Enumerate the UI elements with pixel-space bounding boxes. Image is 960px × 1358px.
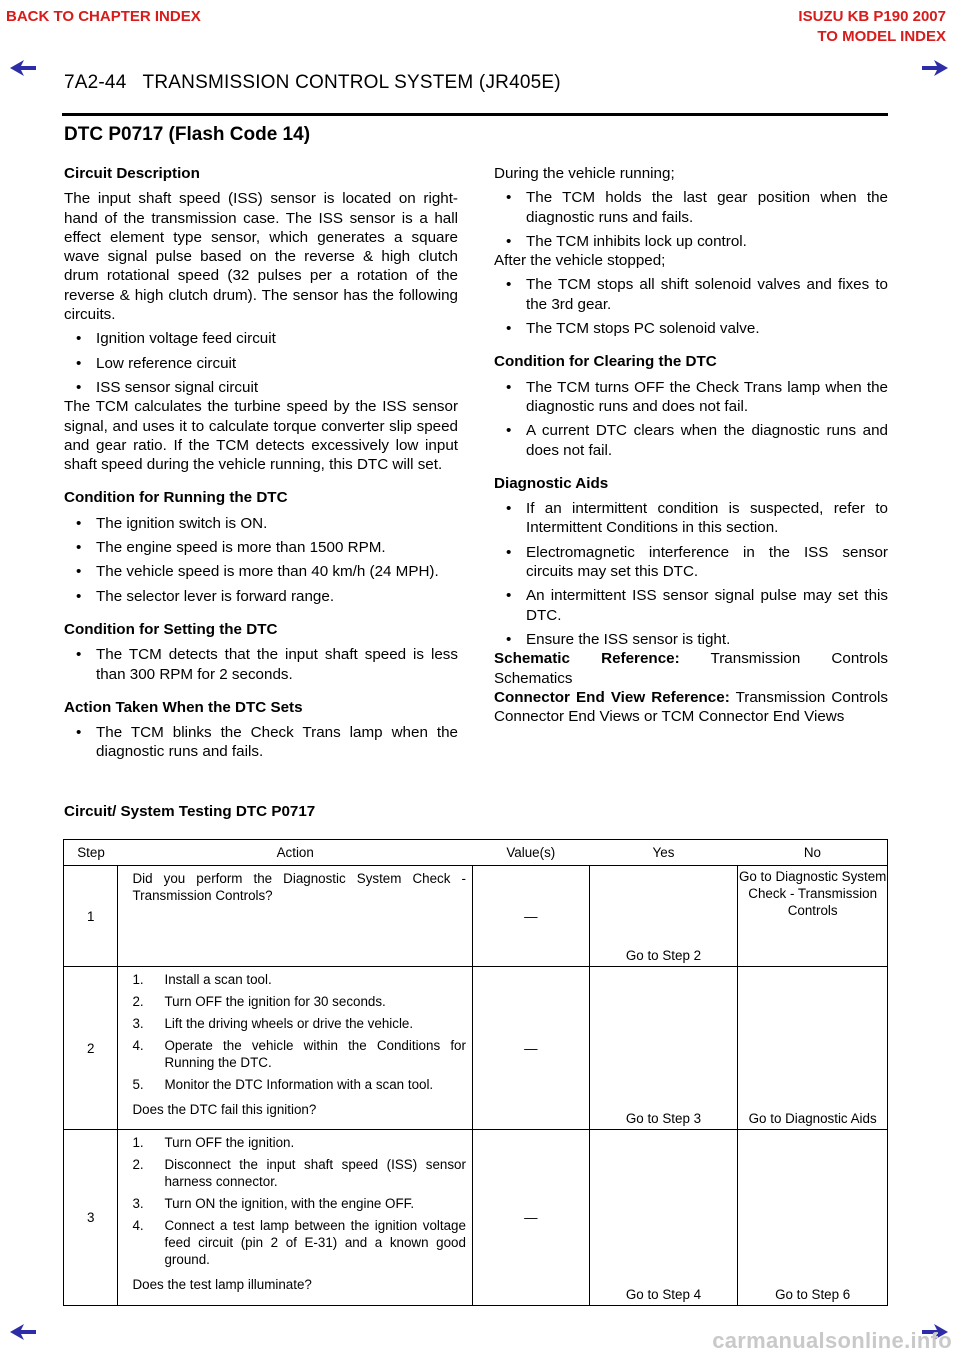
header-step: Step: [64, 840, 118, 866]
arrow-right-icon[interactable]: [920, 58, 950, 78]
list-item: 2. Disconnect the input shaft speed (ISS) sensor harness connector.: [132, 1156, 465, 1190]
left-column: [64, 160, 458, 767]
step-number: 2: [64, 967, 118, 1130]
tcm-description-text: The TCM calculates the turbine speed by the ISS sensor signal, and uses it to calculate torque converter slip speed and gear ratio. If the TCM detects excessively low input shaft speed during the vehicle running, this DTC will set.: [64, 398, 458, 474]
step-number: 3: [64, 1130, 118, 1306]
step-no[interactable]: Go to Step 6: [738, 1130, 888, 1306]
page-header: 7A2-44 TRANSMISSION CONTROL SYSTEM (JR405E): [64, 72, 561, 93]
action-list: [132, 971, 465, 1093]
step-yes[interactable]: Go to Step 3: [589, 967, 738, 1130]
list-item: • The TCM stops PC solenoid valve.: [494, 319, 888, 338]
list-item: • The engine speed is more than 1500 RPM.: [64, 538, 458, 557]
clearing-heading: Condition for Clearing the DTC: [494, 353, 717, 371]
header-yes: Yes: [589, 840, 738, 866]
running-list: [64, 514, 458, 606]
action-question: Does the DTC fail this ignition?: [132, 1102, 317, 1117]
running-heading: Condition for Running the DTC: [64, 489, 288, 507]
list-item: • The TCM detects that the input shaft speed is less than 300 RPM for 2 seconds.: [64, 645, 458, 684]
list-item: • The ignition switch is ON.: [64, 514, 458, 533]
action-list: [132, 1134, 465, 1268]
list-item: • The TCM stops all shift solenoid valves and fixes to the 3rd gear.: [494, 275, 888, 314]
list-item: 4. Connect a test lamp between the ignition voltage feed circuit (pin 2 of E-31) and a known good ground.: [132, 1217, 465, 1268]
model-title-link[interactable]: ISUZU KB P190 2007: [798, 8, 946, 25]
list-item: • The vehicle speed is more than 40 km/h (24 MPH).: [64, 562, 458, 581]
step-no[interactable]: Go to Diagnostic Aids: [738, 967, 888, 1130]
header-values: Value(s): [472, 840, 589, 866]
right-column: [494, 160, 888, 726]
action-heading: Action Taken When the DTC Sets: [64, 698, 303, 716]
list-item: 4. Operate the vehicle within the Conditions for Running the DTC.: [132, 1037, 465, 1071]
connector-reference-label: Connector End View Reference:: [494, 688, 730, 706]
watermark: carmanualsonline.info: [712, 1328, 952, 1353]
setting-list: [64, 645, 458, 684]
back-to-chapter-index-link[interactable]: BACK TO CHAPTER INDEX: [6, 8, 201, 25]
list-item: 2. Turn OFF the ignition for 30 seconds.: [132, 993, 465, 1010]
list-item: • If an intermittent condition is suspected, refer to Intermittent Conditions in this section.: [494, 499, 888, 538]
table-row: [64, 967, 888, 1130]
arrow-left-icon[interactable]: [8, 1322, 38, 1342]
after-stopped-list: [494, 275, 888, 338]
step-number: 1: [64, 866, 118, 967]
step-action: [118, 866, 472, 967]
list-item: 1. Turn OFF the ignition.: [132, 1134, 465, 1151]
step-action: [118, 967, 472, 1130]
list-item: • Low reference circuit: [64, 354, 458, 373]
diagnostic-table: [63, 839, 888, 1306]
circuit-description-text: The input shaft speed (ISS) sensor is located on right-hand of the transmission case. The ISS sensor is a hall effect element type sensor, which generates a square wave signal pulse based on the reverse & high clutch drum rotational speed (32 pulses per a rotation of the reverse & high clutch drum). The sensor has the following circuits.: [64, 190, 458, 324]
step-yes[interactable]: Go to Step 2: [589, 866, 738, 967]
list-item: • Ignition voltage feed circuit: [64, 329, 458, 348]
table-header-row: [64, 840, 888, 866]
circuit-list: [64, 329, 458, 397]
after-stopped-label: After the vehicle stopped;: [494, 252, 666, 270]
diagnostic-aids-list: [494, 499, 888, 649]
list-item: • Ensure the ISS sensor is tight.: [494, 630, 888, 649]
schematic-reference-label: Schematic Reference:: [494, 650, 680, 668]
list-item: 3. Turn ON the ignition, with the engine OFF.: [132, 1195, 465, 1212]
action-list: [64, 723, 458, 762]
header-no: No: [738, 840, 888, 866]
step-value: —: [472, 1130, 589, 1306]
step-action: [118, 1130, 472, 1306]
during-running-label: During the vehicle running;: [494, 165, 675, 182]
page-title: DTC P0717 (Flash Code 14): [64, 124, 311, 145]
list-item: • A current DTC clears when the diagnostic runs and does not fail.: [494, 421, 888, 460]
diagnostic-aids-heading: Diagnostic Aids: [494, 474, 609, 492]
step-no[interactable]: Go to Diagnostic System Check - Transmission Controls: [738, 866, 888, 967]
table-row: [64, 866, 888, 967]
to-model-index-link[interactable]: TO MODEL INDEX: [817, 28, 946, 45]
step-yes[interactable]: Go to Step 4: [589, 1130, 738, 1306]
clearing-list: [494, 378, 888, 460]
action-question: Does the test lamp illuminate?: [132, 1277, 312, 1292]
list-item: • Electromagnetic interference in the ISS sensor circuits may set this DTC.: [494, 543, 888, 582]
list-item: • The TCM inhibits lock up control.: [494, 232, 888, 251]
arrow-left-icon[interactable]: [8, 58, 38, 78]
list-item: • An intermittent ISS sensor signal pulse may set this DTC.: [494, 586, 888, 625]
table-row: [64, 1130, 888, 1306]
list-item: • ISS sensor signal circuit: [64, 378, 458, 397]
list-item: • The TCM blinks the Check Trans lamp when the diagnostic runs and fails.: [64, 723, 458, 762]
setting-heading: Condition for Setting the DTC: [64, 620, 278, 638]
testing-heading: Circuit/ System Testing DTC P0717: [64, 803, 316, 820]
step-value: —: [472, 866, 589, 967]
schematic-reference-link[interactable]: Transmission Controls Schematics: [494, 650, 888, 687]
during-running-list: [494, 188, 888, 251]
connector-reference: [494, 688, 888, 727]
action-intro: Did you perform the Diagnostic System Check - Transmission Controls?: [132, 871, 466, 903]
list-item: • The TCM holds the last gear position when the diagnostic runs and fails.: [494, 188, 888, 227]
list-item: 3. Lift the driving wheels or drive the vehicle.: [132, 1015, 465, 1032]
header-action: Action: [118, 840, 472, 866]
list-item: 1. Install a scan tool.: [132, 971, 465, 988]
list-item: • The TCM turns OFF the Check Trans lamp when the diagnostic runs and does not fail.: [494, 378, 888, 417]
step-value: —: [472, 967, 589, 1130]
header-rule: [62, 113, 888, 116]
list-item: • The selector lever is forward range.: [64, 587, 458, 606]
schematic-reference: [494, 649, 888, 688]
circuit-description-heading: Circuit Description: [64, 165, 200, 182]
connector-reference-link[interactable]: Transmission Controls Connector End Views or TCM Connector End Views: [494, 688, 888, 726]
list-item: 5. Monitor the DTC Information with a scan tool.: [132, 1076, 465, 1093]
